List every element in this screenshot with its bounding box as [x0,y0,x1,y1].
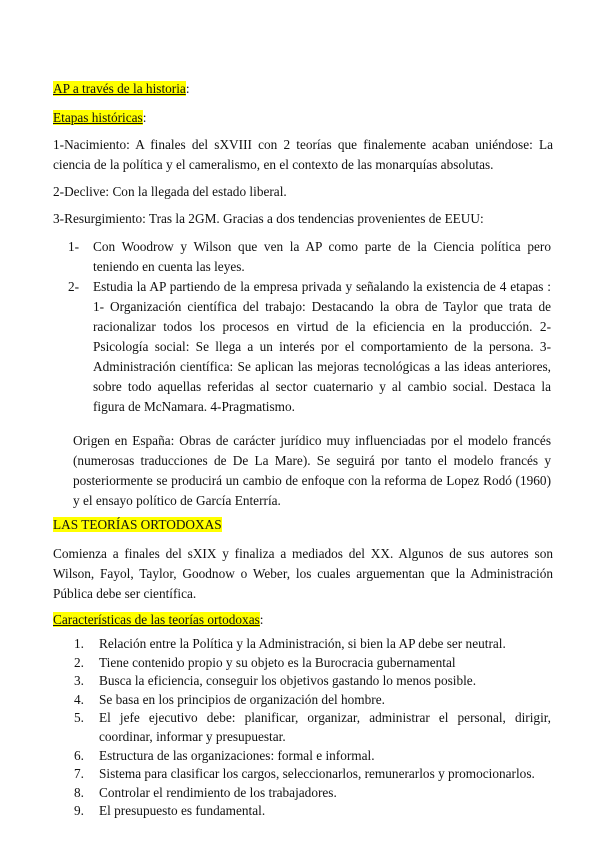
list-item [74,635,551,654]
heading-etapas-text: Etapas históricas [53,110,143,125]
list-item-text: Con Woodrow y Wilson que ven la AP como parte de la Ciencia política pero teniendo en cuenta las leyes. [93,239,551,274]
list-item-text: Relación entre la Política y la Administración, si bien la AP debe ser neutral. [99,636,506,651]
list-item [74,765,551,784]
list-item-number: 4. [74,691,84,707]
tendencias-list [68,237,551,417]
list-item [74,691,551,710]
heading-caracteristicas-text: Características de las teorías ortodoxas [53,612,260,627]
list-item-text: Sistema para clasificar los cargos, seleccionarlos, remunerarlos y promocionarlos. [99,766,535,782]
list-item-text: Busca la eficiencia, conseguir los objetivos gastando lo menos posible. [99,673,477,689]
list-item-number: 6. [74,747,84,763]
list-item-text: Estructura de las organizaciones: formal e informal. [99,747,375,763]
heading-teorias-text: LAS TEORÍAS ORTODOXAS [53,517,222,532]
paragraph-comienza: Comienza a finales del sXIX y finaliza a mediados del XX. Algunos de sus autores son Wilson, Fayol, Taylor, Goodnow o Weber, los cuales arguementan que la Administración Pública debe ser científica. [53,546,553,601]
heading-ap-historia [53,80,190,97]
heading-teorias-ortodoxas [53,516,222,533]
list-item [74,747,551,766]
list-item [74,654,551,673]
list-item-number: 5. [74,710,84,726]
paragraph-origen: Origen en España: Obras de carácter jurídico muy influenciadas por el modelo francés (numerosas traducciones de De La Mare). Se seguirá por tanto el modelo francés y posteriormente se producirá un cambio de enfoque con la reforma de Lopez Rodó (1960) y el ensayo político de García Enterría. [73,433,551,508]
list-item-number: 7. [74,766,84,782]
list-item-number: 2- [68,279,80,294]
list-item [74,802,551,821]
list-item-number: 9. [74,803,84,819]
paragraph-nacimiento: 1-Nacimiento: A finales del sXVIII con 2 teorías que finalemente acaban uniéndose: La ciencia de la política y el cameralismo, en el contexto de las monarquías absolutas. [53,137,553,172]
heading-etapas-colon: : [142,110,147,125]
list-item-number: 1. [74,636,84,651]
list-item-number: 2. [74,654,84,670]
caracteristicas-list [74,635,551,821]
list-item-text: Se basa en los principios de organización del hombre. [99,691,385,707]
list-item [74,672,551,691]
list-item-text: El jefe ejecutivo debe: planificar, organizar, administrar el personal, dirigir, coordinar, informar y presupuestar. [99,710,551,744]
heading-ap-text: AP a través de la historia [53,81,186,96]
list-item [74,784,551,803]
heading-caracteristicas-colon: : [259,612,264,627]
paragraph-resurgimiento: 3-Resurgimiento: Tras la 2GM. Gracias a dos tendencias provenientes de EEUU: [53,211,484,226]
list-item-text: Tiene contenido propio y su objeto es la Burocracia gubernamental [99,654,456,670]
list-item-text: Controlar el rendimiento de los trabajadores. [99,784,337,800]
heading-etapas [53,109,146,126]
list-item-number: 8. [74,784,84,800]
list-item [68,277,551,417]
list-item [74,709,551,746]
heading-ap-colon: : [185,81,190,96]
heading-caracteristicas [53,611,263,628]
list-item-text: Estudia la AP partiendo de la empresa privada y señalando la existencia de 4 etapas : 1- Organización científica del trabajo: Destacando la obra de Taylor que trata de racionalizar todos los procesos en virtud de la eficiencia en la producción. 2-Psicología social: Se llega a un interés por el comportamiento de la persona. 3-Administración científica: Se aplican las mejoras tecnológicas a las ideas anteriores, sobre todo aquellas referidas al sector cuaternario y al cambio social. Destaca la figura de McNamara. 4-Pragmatismo. [93,279,551,414]
list-item-number: 1- [68,239,80,254]
paragraph-declive: 2-Declive: Con la llegada del estado liberal. [53,184,287,199]
list-item-text: El presupuesto es fundamental. [99,803,266,819]
list-item-number: 3. [74,673,84,689]
list-item [68,237,551,277]
